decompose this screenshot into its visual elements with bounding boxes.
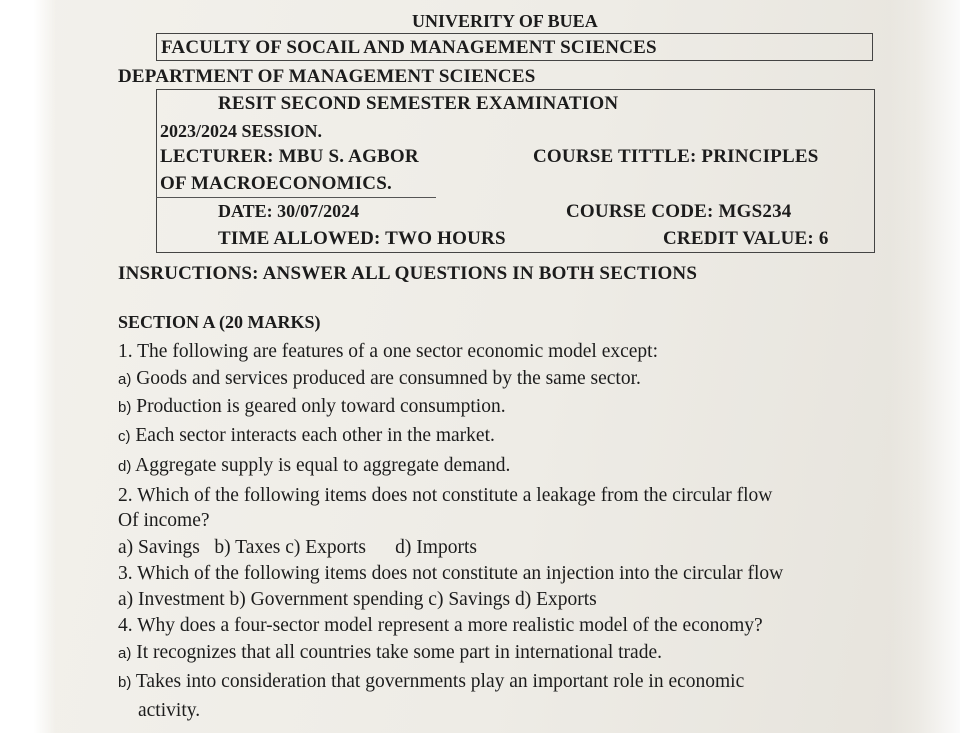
option-letter: c) <box>118 428 131 445</box>
option-text: Each sector interacts each other in the market. <box>135 425 495 446</box>
course-code: COURSE CODE: MGS234 <box>566 201 792 222</box>
exam-date: DATE: 30/07/2024 <box>218 201 360 221</box>
session: 2023/2024 SESSION. <box>160 121 323 141</box>
department-name: DEPARTMENT OF MANAGEMENT SCIENCES <box>118 66 536 87</box>
credit-value: CREDIT VALUE: 6 <box>663 228 829 249</box>
option-text: Goods and services produced are consumned by the same sector. <box>136 368 641 389</box>
exam-title: RESIT SECOND SEMESTER EXAMINATION <box>218 93 619 114</box>
option-letter: b) <box>118 674 132 691</box>
question-1-option-d <box>118 455 510 477</box>
question-3-options: a) Investment b) Government spending c) Savings d) Exports <box>118 589 597 610</box>
question-1: 1. The following are features of a one sector economic model except: <box>118 341 659 362</box>
question-1-option-b <box>118 396 506 418</box>
option-letter: a) <box>118 645 132 662</box>
question-4-option-b <box>118 671 744 693</box>
option-letter: b) <box>118 399 132 416</box>
question-1-option-c <box>118 425 495 447</box>
lecturer: LECTURER: MBU S. AGBOR <box>160 146 419 167</box>
university-name: UNIVERITY OF BUEA <box>412 11 598 31</box>
question-2-continued: Of income? <box>118 510 210 531</box>
option-text: Production is geared only toward consumption. <box>136 396 506 417</box>
option-text: Takes into consideration that governments play an important role in economic <box>135 671 745 692</box>
faculty-name: FACULTY OF SOCAIL AND MANAGEMENT SCIENCES <box>161 37 657 58</box>
question-1-option-a <box>118 368 641 390</box>
page-edge-right <box>890 0 960 733</box>
question-2: 2. Which of the following items does not constitute a leakage from the circular flow <box>118 485 773 506</box>
option-text: It recognizes that all countries take some part in international trade. <box>136 642 662 663</box>
section-a-title: SECTION A (20 MARKS) <box>118 312 321 332</box>
option-letter: d) <box>118 458 132 475</box>
question-4-option-b-continued: activity. <box>138 700 201 721</box>
course-title-continued: OF MACROECONOMICS. <box>160 173 392 194</box>
page-edge-left <box>0 0 56 733</box>
details-divider <box>156 197 436 198</box>
option-text: Aggregate supply is equal to aggregate demand. <box>135 455 511 476</box>
question-3: 3. Which of the following items does not constitute an injection into the circular flow <box>118 563 784 584</box>
instructions: INSRUCTIONS: ANSWER ALL QUESTIONS IN BOTH SECTIONS <box>118 263 698 284</box>
option-letter: a) <box>118 371 132 388</box>
time-allowed: TIME ALLOWED: TWO HOURS <box>218 228 506 249</box>
question-4: 4. Why does a four-sector model represent a more realistic model of the economy? <box>118 615 763 636</box>
question-4-option-a <box>118 642 662 664</box>
course-title: COURSE TITTLE: PRINCIPLES <box>533 146 819 167</box>
question-2-options: a) Savings b) Taxes c) Exports d) Imports <box>118 537 477 558</box>
